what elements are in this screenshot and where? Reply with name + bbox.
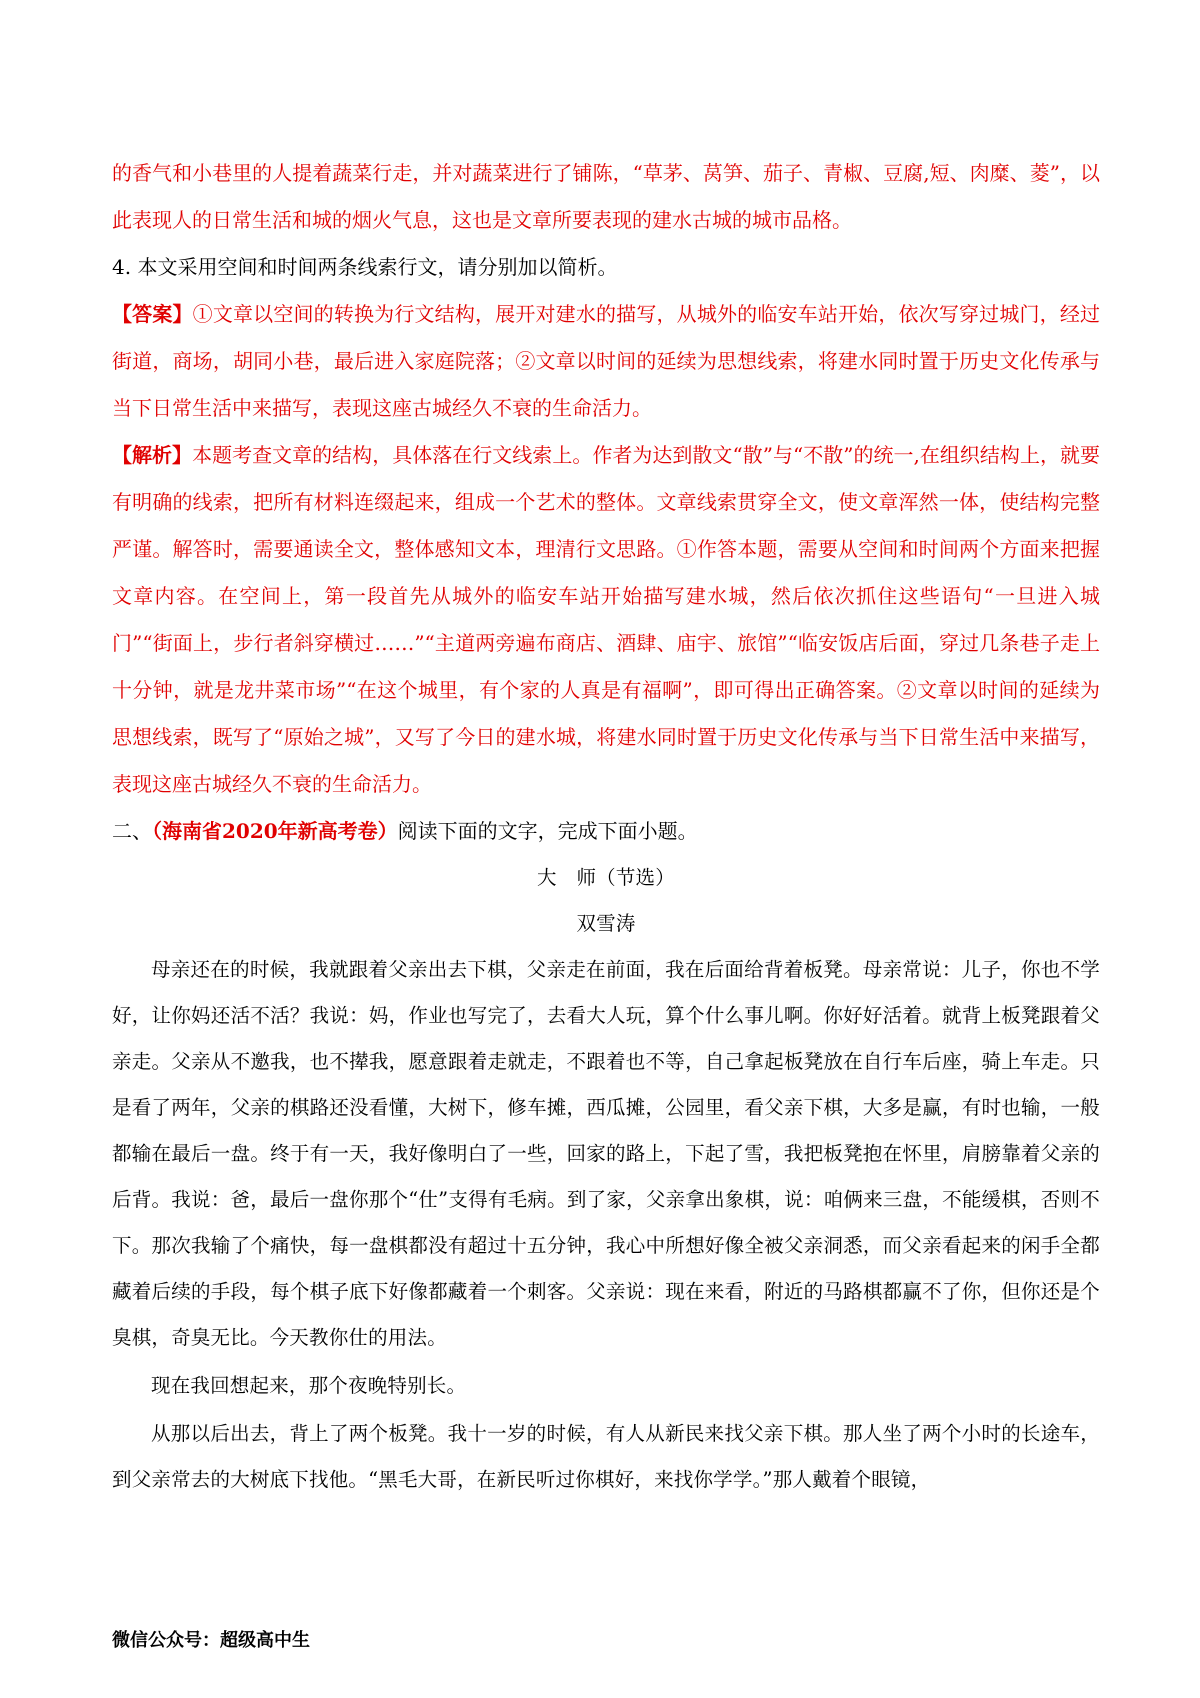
article-paragraph-2: 现在我回想起来，那个夜晚特别长。 xyxy=(151,1374,467,1397)
answer-label: 【答案】 xyxy=(112,302,193,326)
article-paragraph-3: 从那以后出去，背上了两个板凳。我十一岁的时候，有人从新民来找父亲下棋。那人坐了两个小时的长途车，到父亲常去的大树底下找他。“黑毛大哥，在新民听过你棋好，来找你学学。”那人戴着个眼镜， xyxy=(112,1422,1100,1491)
analysis-text: 本题考查文章的结构，具体落在行文线索上。作者为达到散文“散”与“不散”的统一,在组织结构上，就要有明确的线索，把所有材料连缀起来，组成一个艺术的整体。文章线索贯穿全文，使文章浑然一体，使结构完整严谨。解答时，需要通读全文，整体感知文本，理清行文思路。①作答本题，需要从空间和时间两个方面来把握文章内容。在空间上，第一段首先从城外的临安车站开始描写建水城，然后依次抓住这些语句“一旦进入城门”“街面上，步行者斜穿横过……”“主道两旁遍布商店、酒肆、庙宇、旅馆”“临安饭店后面，穿过几条巷子走上十分钟，就是龙井菜市场”“在这个城里，有个家的人真是有福啊”，即可得出正确答案。②文章以时间的延续为思想线索，既写了“原始之城”，又写了今日的建水城，将建水同时置于历史文化传承与当下日常生活中来描写，表现这座古城经久不衰的生命活力。 xyxy=(112,443,1100,796)
previous-answer-continuation: 的香气和小巷里的人提着蔬菜行走，并对蔬菜进行了铺陈，“草茅、莴笋、茄子、青椒、豆腐,短、肉糜、菱”，以此表现人的日常生活和城的烟火气息，这也是文章所要表现的建水古城的城市品格。 xyxy=(112,161,1100,232)
section-2-heading xyxy=(112,808,1100,855)
section-2-instruction: 阅读下面的文字，完成下面小题。 xyxy=(397,819,698,843)
analysis-block xyxy=(112,432,1100,808)
footer-wechat-account: 微信公众号：超级高中生 xyxy=(112,1630,310,1651)
section-2-prefix: 二、 xyxy=(112,819,152,843)
article-title: 大 师（节选） xyxy=(537,866,675,889)
document-page xyxy=(112,150,1100,1503)
analysis-label: 【解析】 xyxy=(112,443,193,467)
answer-block xyxy=(112,291,1100,432)
question-4: 4. 本文采用空间和时间两条线索行文，请分别加以简析。 xyxy=(112,255,618,279)
article-author: 双雪涛 xyxy=(576,912,636,935)
answer-text: ①文章以空间的转换为行文结构，展开对建水的描写，从城外的临安车站开始，依次写穿过城门，经过街道，商场，胡同小巷，最后进入家庭院落；②文章以时间的延续为思想线索，将建水同时置于历史文化传承与当下日常生活中来描写，表现这座古城经久不衰的生命活力。 xyxy=(112,302,1101,420)
article-paragraph-1: 母亲还在的时候，我就跟着父亲出去下棋，父亲走在前面，我在后面给背着板凳。母亲常说：儿子，你也不学好，让你妈还活不活？我说：妈，作业也写完了，去看大人玩，算个什么事儿啊。你好好活着。就背上板凳跟着父亲走。父亲从不邀我，也不撵我，愿意跟着走就走，不跟着也不等，自己拿起板凳放在自行车后座，骑上车走。只是看了两年，父亲的棋路还没看懂，大树下，修车摊，西瓜摊，公园里，看父亲下棋，大多是赢，有时也输，一般都输在最后一盘。终于有一天，我好像明白了一些，回家的路上，下起了雪，我把板凳抱在怀里，肩膀靠着父亲的后背。我说：爸，最后一盘你那个“仕”支得有毛病。到了家，父亲拿出象棋，说：咱俩来三盘，不能缓棋，否则不下。那次我输了个痛快，每一盘棋都没有超过十五分钟，我心中所想好像全被父亲洞悉，而父亲看起来的闲手全都藏着后续的手段，每个棋子底下好像都藏着一个刺客。父亲说：现在来看，附近的马路棋都赢不了你，但你还是个臭棋，奇臭无比。今天教你仕的用法。 xyxy=(112,958,1100,1349)
section-2-source: （海南省2020年新高考卷） xyxy=(152,819,398,843)
